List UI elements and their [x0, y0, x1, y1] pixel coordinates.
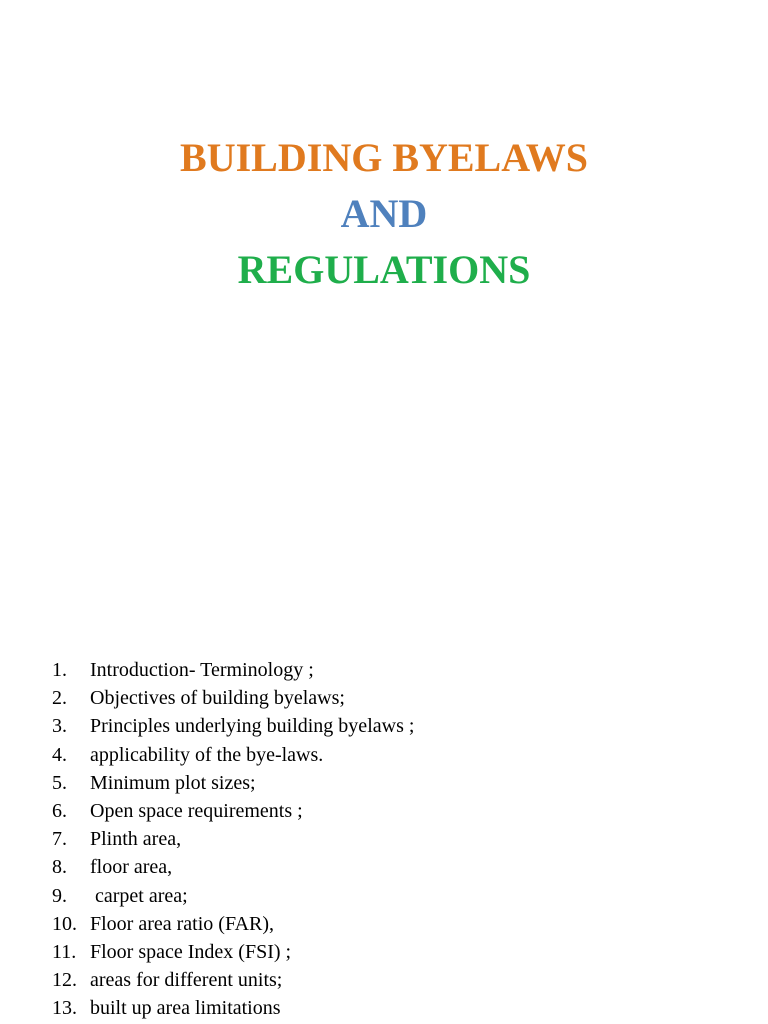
list-item-number: 2. — [52, 687, 67, 710]
list-item-text: Introduction- Terminology ; — [90, 659, 314, 681]
list-item-number: 7. — [52, 828, 67, 851]
list-item-number: 10. — [52, 912, 77, 935]
list-item-text: Principles underlying building byelaws ; — [90, 715, 415, 738]
list-item-text: applicability of the bye-laws. — [90, 743, 324, 766]
list-item-text: Objectives of building byelaws; — [90, 687, 345, 710]
list-item-text: areas for different units; — [90, 969, 283, 992]
list-item-number: 12. — [52, 969, 77, 992]
list-item — [52, 712, 414, 740]
list-item — [52, 882, 414, 910]
list-item — [52, 797, 414, 825]
list-item-text: Floor space Index (FSI) ; — [90, 941, 292, 964]
list-item — [52, 656, 414, 684]
title-line-regulations: REGULATIONS — [237, 247, 531, 292]
list-item-number: 6. — [52, 800, 67, 823]
list-item-number: 9. — [52, 884, 67, 907]
list-item — [52, 769, 414, 797]
list-item-number: 8. — [52, 856, 67, 879]
list-item-number: 11. — [52, 941, 77, 964]
contents-list — [52, 656, 414, 1023]
title-line-building-byelaws: BUILDING BYELAWS — [180, 135, 588, 180]
list-item-number: 4. — [52, 743, 67, 766]
list-item — [52, 910, 414, 938]
list-item — [52, 741, 414, 769]
list-item-text: Floor area ratio (FAR), — [90, 912, 275, 935]
list-item-text: built up area limitations — [90, 997, 281, 1020]
list-item — [52, 994, 414, 1022]
document-title — [0, 130, 768, 298]
list-item-text: floor area, — [90, 856, 173, 879]
list-item-number: 5. — [52, 771, 67, 794]
title-line-and: AND — [340, 191, 428, 236]
list-item — [52, 684, 414, 712]
list-item-text: Plinth area, — [90, 828, 182, 851]
list-item — [52, 853, 414, 881]
list-item-text: Open space requirements ; — [90, 800, 303, 823]
list-item — [52, 966, 414, 994]
list-item — [52, 825, 414, 853]
list-item-text: carpet area; — [90, 884, 188, 907]
list-item-number: 13. — [52, 997, 77, 1020]
list-item — [52, 938, 414, 966]
list-item-number: 3. — [52, 715, 67, 738]
list-item-text: Minimum plot sizes; — [90, 771, 256, 794]
list-item-number: 1. — [52, 659, 67, 681]
